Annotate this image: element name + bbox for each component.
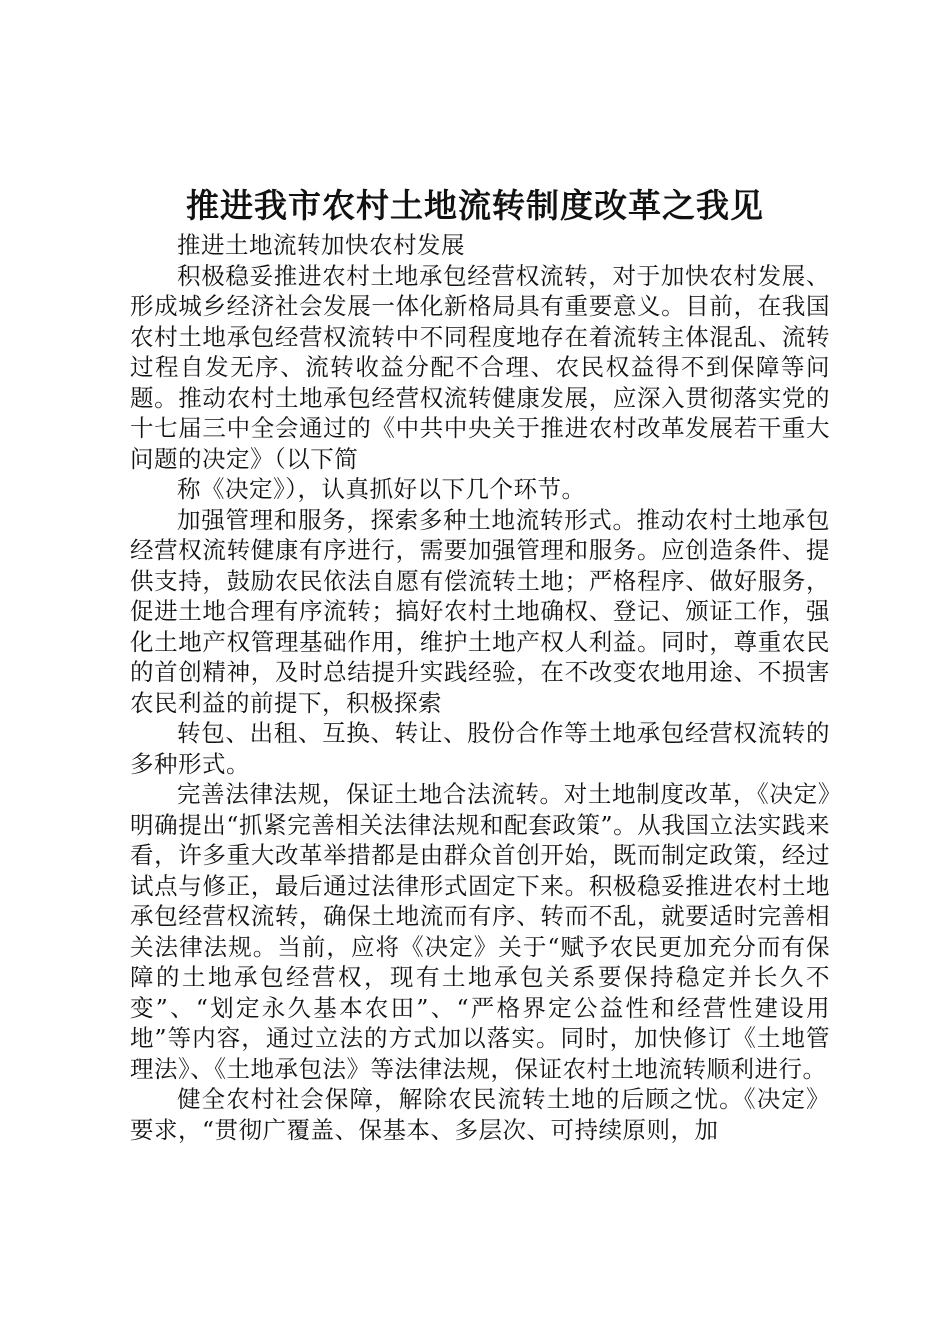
document-title: 推进我市农村土地流转制度改革之我见 bbox=[186, 186, 764, 225]
paragraph: 完善法律法规，保证土地合法流转。对土地制度改革，《决定》明确提出“抓紧完善相关法律法规和配套政策”。从我国立法实践来看，许多重大改革举措都是由群众首创开始，既而制定政策，经过试点与修正，最后通过法律形式固定下来。积极稳妥推进农村土地承包经营权流转，确保土地流而有序、转而不乱，就要适时完善相关法律法规。当前，应将《决定》关于“赋予农民更加充分而有保障的土地承包经营权，现有土地承包关系要保持稳定并长久不变”、“划定永久基本农田”、“严格界定公益性和经营性建设用地”等内容，通过立法的方式加以落实。同时，加快修订《土地管理法》、《土地承包法》等法律法规，保证农村土地流转顺利进行。 bbox=[130, 780, 830, 1083]
paragraph: 积极稳妥推进农村土地承包经营权流转，对于加快农村发展、形成城乡经济社会发展一体化新格局具有重要意义。目前，在我国农村土地承包经营权流转中不同程度地存在着流转主体混乱、流转过程自发无序、流转收益分配不合理、农民权益得不到保障等问题。推动农村土地承包经营权流转健康发展，应深入贯彻落实党的十七届三中全会通过的《中共中央关于推进农村改革发展若干重大问题的决定》（以下简 bbox=[130, 261, 830, 473]
paragraph: 转包、出租、互换、转让、股份合作等土地承包经营权流转的多种形式。 bbox=[130, 719, 830, 778]
document-body bbox=[130, 230, 830, 1145]
paragraph-subtitle: 推进土地流转加快农村发展 bbox=[177, 231, 465, 259]
paragraph: 健全农村社会保障，解除农民流转土地的后顾之忧。《决定》要求，“贯彻广覆盖、保基本、多层次、可持续原则，加 bbox=[130, 1085, 830, 1144]
paragraph: 称《决定》），认真抓好以下几个环节。 bbox=[177, 475, 586, 503]
paragraph: 加强管理和服务，探索多种土地流转形式。推动农村土地承包经营权流转健康有序进行，需要加强管理和服务。应创造条件、提供支持，鼓励农民依法自愿有偿流转土地；严格程序、做好服务，促进土地合理有序流转；搞好农村土地确权、登记、颁证工作，强化土地产权管理基础作用，维护土地产权人利益。同时，尊重农民的首创精神，及时总结提升实践经验，在不改变农地用途、不损害农民利益的前提下，积极探索 bbox=[130, 505, 830, 717]
